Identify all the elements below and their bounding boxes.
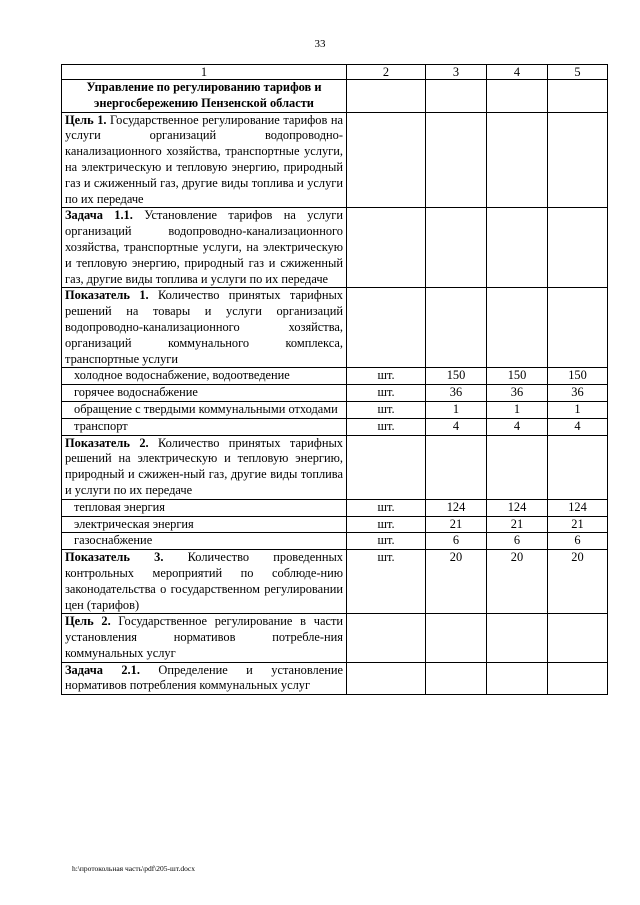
description-cell bbox=[62, 614, 347, 662]
item-label: Показатель 3. bbox=[65, 550, 164, 565]
value-cell bbox=[487, 662, 548, 695]
unit-cell: шт. bbox=[347, 368, 426, 385]
item-text: Установление тарифов на услуги организаций водопроводно-канализационного хозяйства, транспортные услуги, на электрическую и тепловую энергию, природный газ и сжиженный газ, другие виды топлива и услуги по их передаче bbox=[65, 208, 343, 286]
value-cell bbox=[426, 435, 487, 499]
value-cell: 124 bbox=[487, 499, 548, 516]
indicator-table bbox=[61, 64, 607, 695]
value-cell: 6 bbox=[548, 533, 608, 550]
value-cell bbox=[487, 435, 548, 499]
table-row bbox=[62, 418, 608, 435]
unit-cell: шт. bbox=[347, 516, 426, 533]
item-text: Количество проведенных контрольных мероприятий по соблюде-нию законодательства о государственном регулировании цен (тарифов) bbox=[65, 550, 343, 612]
indicator-item-cell: электрическая энергия bbox=[62, 516, 347, 533]
value-cell: 20 bbox=[487, 550, 548, 614]
value-cell bbox=[426, 112, 487, 208]
value-cell: 36 bbox=[487, 385, 548, 402]
unit-cell bbox=[347, 80, 426, 113]
table-row bbox=[62, 550, 608, 614]
value-cell bbox=[426, 288, 487, 368]
value-cell: 21 bbox=[426, 516, 487, 533]
value-cell bbox=[548, 614, 608, 662]
value-cell bbox=[487, 208, 548, 288]
unit-cell bbox=[347, 614, 426, 662]
value-cell bbox=[548, 112, 608, 208]
item-label: Цель 2. bbox=[65, 614, 111, 629]
item-label: Задача 1.1. bbox=[65, 208, 133, 223]
table-row bbox=[62, 288, 608, 368]
item-text: Количество принятых тарифных решений на товары и услуги организаций водопроводно-канализационного хозяйства, организаций коммунального комплекса, транспортные услуги bbox=[65, 288, 343, 366]
unit-cell: шт. bbox=[347, 499, 426, 516]
value-cell: 36 bbox=[548, 385, 608, 402]
item-label: Задача 2.1. bbox=[65, 662, 140, 677]
value-cell: 150 bbox=[487, 368, 548, 385]
value-cell: 124 bbox=[548, 499, 608, 516]
unit-cell bbox=[347, 208, 426, 288]
description-cell bbox=[62, 435, 347, 499]
description-cell bbox=[62, 662, 347, 695]
item-label: Показатель 2. bbox=[65, 435, 149, 450]
value-cell: 150 bbox=[426, 368, 487, 385]
value-cell bbox=[487, 614, 548, 662]
table-row bbox=[62, 208, 608, 288]
value-cell bbox=[426, 662, 487, 695]
unit-cell bbox=[347, 288, 426, 368]
section-title-cell: Управление по регулированию тарифов и энергосбережению Пензенской области bbox=[62, 80, 347, 113]
value-cell: 6 bbox=[426, 533, 487, 550]
value-cell bbox=[548, 435, 608, 499]
description-cell bbox=[62, 288, 347, 368]
value-cell: 20 bbox=[426, 550, 487, 614]
unit-cell: шт. bbox=[347, 533, 426, 550]
value-cell: 150 bbox=[548, 368, 608, 385]
file-path-footer: h:\протокольная часть\pdf\205-шт.docx bbox=[72, 864, 195, 873]
value-cell: 1 bbox=[426, 401, 487, 418]
value-cell: 4 bbox=[426, 418, 487, 435]
value-cell: 20 bbox=[548, 550, 608, 614]
value-cell: 124 bbox=[426, 499, 487, 516]
table-row bbox=[62, 662, 608, 695]
indicator-item-cell: горячее водоснабжение bbox=[62, 385, 347, 402]
table-row bbox=[62, 516, 608, 533]
table-header-row bbox=[62, 65, 608, 80]
item-label: Цель 1. bbox=[65, 112, 107, 127]
table-row bbox=[62, 385, 608, 402]
value-cell: 1 bbox=[487, 401, 548, 418]
item-text: Государственное регулирование в части установления нормативов потребле-ния коммунальных услуг bbox=[65, 614, 343, 660]
indicator-item-cell: транспорт bbox=[62, 418, 347, 435]
table-row bbox=[62, 435, 608, 499]
value-cell bbox=[487, 80, 548, 113]
description-cell bbox=[62, 112, 347, 208]
unit-cell bbox=[347, 662, 426, 695]
header-cell: 4 bbox=[487, 65, 548, 80]
unit-cell: шт. bbox=[347, 418, 426, 435]
item-label: Показатель 1. bbox=[65, 288, 149, 303]
page-number: 33 bbox=[314, 38, 326, 50]
unit-cell bbox=[347, 112, 426, 208]
description-cell bbox=[62, 208, 347, 288]
table-row bbox=[62, 112, 608, 208]
header-cell: 3 bbox=[426, 65, 487, 80]
value-cell: 4 bbox=[548, 418, 608, 435]
value-cell bbox=[548, 662, 608, 695]
item-text: Количество принятых тарифных решений на электрическую и тепловую энергию, природный и сжижен-ный газ, другие виды топлива и услуги по их передаче bbox=[65, 435, 343, 497]
table-row bbox=[62, 401, 608, 418]
item-text: Государственное регулирование тарифов на услуги организаций водопроводно-канализационного хозяйства, транспортные услуги, на электрическую и тепловую энергию, природный газ и сжиженный газ, другие виды топлива и услуги по их передаче bbox=[65, 112, 343, 206]
table-row bbox=[62, 533, 608, 550]
indicator-item-cell: обращение с твердыми коммунальными отходами bbox=[62, 401, 347, 418]
description-cell bbox=[62, 550, 347, 614]
indicator-item-cell: газоснабжение bbox=[62, 533, 347, 550]
table-row bbox=[62, 614, 608, 662]
value-cell bbox=[548, 80, 608, 113]
value-cell bbox=[426, 208, 487, 288]
header-cell: 1 bbox=[62, 65, 347, 80]
unit-cell bbox=[347, 435, 426, 499]
unit-cell: шт. bbox=[347, 385, 426, 402]
table-row bbox=[62, 80, 608, 113]
value-cell bbox=[426, 614, 487, 662]
unit-cell: шт. bbox=[347, 550, 426, 614]
indicator-item-cell: холодное водоснабжение, водоотведение bbox=[62, 368, 347, 385]
value-cell: 21 bbox=[487, 516, 548, 533]
table-row bbox=[62, 499, 608, 516]
header-cell: 2 bbox=[347, 65, 426, 80]
table-row bbox=[62, 368, 608, 385]
value-cell: 6 bbox=[487, 533, 548, 550]
value-cell bbox=[548, 288, 608, 368]
value-cell bbox=[487, 288, 548, 368]
item-text: Определение и установление нормативов потребления коммунальных услуг bbox=[65, 662, 343, 693]
unit-cell: шт. bbox=[347, 401, 426, 418]
value-cell: 1 bbox=[548, 401, 608, 418]
value-cell bbox=[426, 80, 487, 113]
value-cell: 36 bbox=[426, 385, 487, 402]
value-cell bbox=[548, 208, 608, 288]
header-cell: 5 bbox=[548, 65, 608, 80]
indicator-item-cell: тепловая энергия bbox=[62, 499, 347, 516]
value-cell bbox=[487, 112, 548, 208]
value-cell: 21 bbox=[548, 516, 608, 533]
value-cell: 4 bbox=[487, 418, 548, 435]
